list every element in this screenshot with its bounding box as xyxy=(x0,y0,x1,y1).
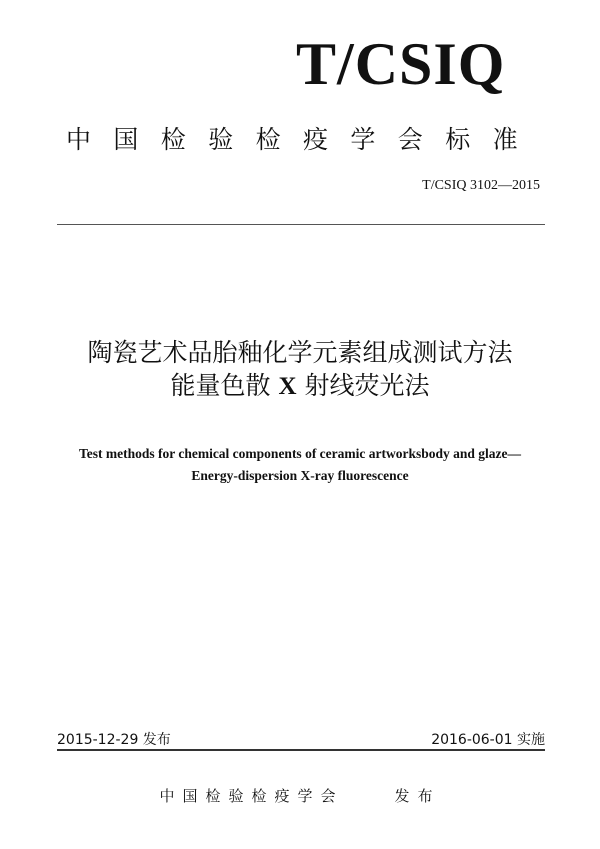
standard-logo: T/CSIQ xyxy=(296,31,506,97)
organization-standard-heading: 中国检验检疫学会标准 xyxy=(66,125,541,154)
top-divider xyxy=(57,224,545,225)
english-title xyxy=(0,443,600,487)
chinese-title-line2-x: X xyxy=(278,373,297,400)
publisher-line xyxy=(0,785,600,806)
chinese-title-line2-pre: 能量色散 xyxy=(170,371,271,400)
chinese-title-line2 xyxy=(0,369,600,403)
standard-number: T/CSIQ 3102—2015 xyxy=(422,178,540,193)
publish-label: 发布 xyxy=(394,787,441,805)
issue-date: 2015-12-29 发布 xyxy=(57,732,171,748)
chinese-title-line2-post: 射线荧光法 xyxy=(304,371,430,400)
english-title-line1: Test methods for chemical components of ceramic artworksbody and glaze— xyxy=(78,446,522,461)
chinese-title xyxy=(0,336,600,403)
publisher-name: 中国检验检疫学会 xyxy=(159,787,344,805)
english-title-line2: Energy-dispersion X-ray fluorescence xyxy=(191,468,409,483)
bottom-divider xyxy=(57,749,545,751)
chinese-title-line1: 陶瓷艺术品胎釉化学元素组成测试方法 xyxy=(87,338,513,367)
implementation-date: 2016-06-01 实施 xyxy=(431,732,545,748)
